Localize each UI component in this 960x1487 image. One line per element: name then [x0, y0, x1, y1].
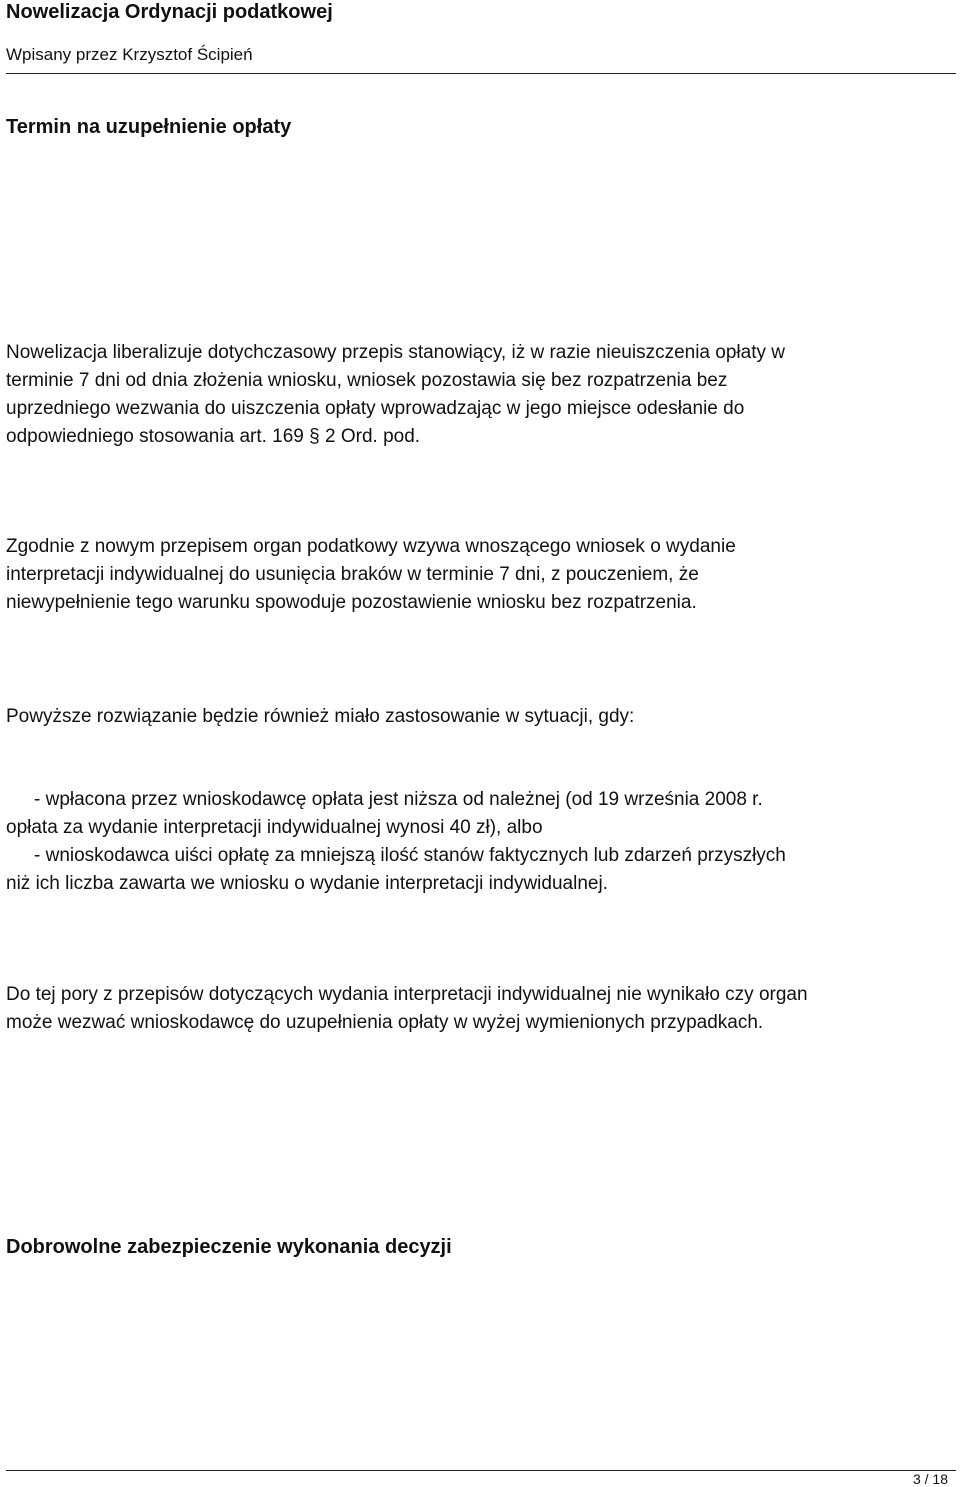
paragraph-applies-when	[6, 703, 956, 731]
paragraph-line: Powyższe rozwiązanie będzie również miało zastosowanie w sytuacji, gdy:	[6, 706, 635, 727]
section-heading-fee-deadline: Termin na uzupełnienie opłaty	[6, 116, 292, 138]
paragraph-line: terminie 7 dni od dnia złożenia wniosku, wniosek pozostawia się bez rozpatrzenia bez	[6, 370, 728, 391]
paragraph-line: Do tej pory z przepisów dotyczących wydania interpretacji indywidualnej nie wynikało czy organ	[6, 984, 808, 1005]
section-heading-voluntary-security: Dobrowolne zabezpieczenie wykonania decyzji	[6, 1236, 452, 1258]
list-item: - wpłacona przez wnioskodawcę opłata jest niższa od należnej (od 19 września 2008 r.	[34, 789, 763, 810]
paragraph-line: Zgodnie z nowym przepisem organ podatkowy wzywa wnoszącego wniosek o wydanie	[6, 536, 736, 557]
list-item-continuation: opłata za wydanie interpretacji indywidualnej wynosi 40 zł), albo	[6, 817, 543, 838]
paragraph-amendment	[6, 339, 956, 451]
paragraph-conditions-list	[6, 786, 956, 898]
page-number: 3 / 18	[912, 1471, 948, 1487]
header-divider	[6, 73, 956, 74]
paragraph-line: niewypełnienie tego warunku spowoduje pozostawienie wniosku bez rozpatrzenia.	[6, 592, 697, 613]
list-item-continuation: niż ich liczba zawarta we wniosku o wydanie interpretacji indywidualnej.	[6, 873, 608, 894]
paragraph-line: Nowelizacja liberalizuje dotychczasowy przepis stanowiący, iż w razie nieuiszczenia opłaty w	[6, 342, 785, 363]
list-item: - wnioskodawca uiści opłatę za mniejszą ilość stanów faktycznych lub zdarzeń przyszłych	[34, 845, 786, 866]
document-title: Nowelizacja Ordynacji podatkowej	[6, 1, 333, 23]
author-line: Wpisany przez Krzysztof Ścipień	[6, 45, 253, 64]
paragraph-new-provision	[6, 533, 956, 617]
paragraph-line: interpretacji indywidualnej do usunięcia braków w terminie 7 dni, z pouczeniem, że	[6, 564, 699, 585]
paragraph-line: odpowiedniego stosowania art. 169 § 2 Ord. pod.	[6, 426, 421, 447]
paragraph-previous-law	[6, 981, 956, 1037]
paragraph-line: uprzedniego wezwania do uiszczenia opłaty wprowadzając w jego miejsce odesłanie do	[6, 398, 745, 419]
footer-divider	[6, 1470, 956, 1471]
paragraph-line: może wezwać wnioskodawcę do uzupełnienia opłaty w wyżej wymienionych przypadkach.	[6, 1012, 764, 1033]
